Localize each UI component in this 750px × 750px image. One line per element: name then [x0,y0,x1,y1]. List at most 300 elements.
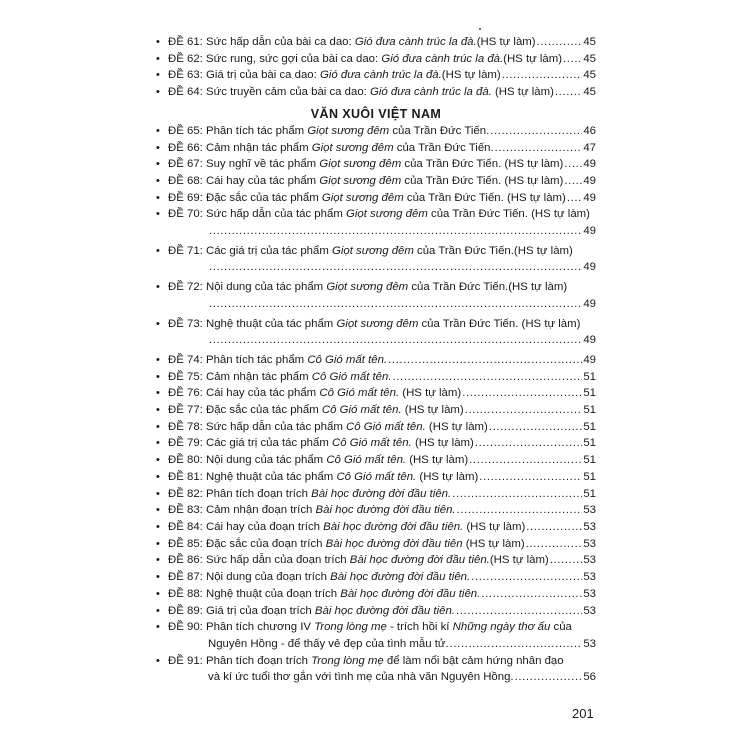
entry-number: ĐỀ 74: [168,353,203,366]
entry-text-group [168,279,567,296]
bullet-icon: • [156,537,160,550]
toc-entry [156,502,596,519]
entry-text: Sức hấp dẫn của tác phẩm [206,208,346,221]
entry-page: 49 [583,158,596,171]
entry-page: 45 [583,69,596,82]
entry-note: (HS tự làm) [503,191,566,204]
bullet-icon: • [156,158,160,171]
entry-text: Suy nghĩ về tác phẩm [206,158,320,171]
entry-number: ĐỀ 77: [168,404,203,417]
toc-entry [156,67,596,84]
leader-dots [515,669,583,686]
entry-number: ĐỀ 79: [168,437,203,450]
bullet-icon: • [156,281,160,294]
entry-title-italic: Giọt sương đêm [307,124,390,137]
leader-dots [564,173,582,190]
entry-text-line2: Nguyên Hồng - để thấy vẻ đẹp của tình mẫu tử. [208,637,449,650]
leader-dots [567,190,582,207]
entry-number: ĐỀ 89: [168,604,203,617]
entry-text: Phân tích đoạn trích [206,654,312,667]
entry-title-italic: Bài học đường đời đầu tiên. [340,587,481,600]
entry-text: (HS tự làm) [411,437,474,450]
entry-text: của Trần Đức Tiến. [427,208,528,221]
toc-entry [156,402,596,419]
entry-line [168,603,596,620]
toc-entry [156,552,596,569]
entry-page: 51 [583,454,596,467]
leader-dots [465,402,583,419]
entry-line [168,519,596,536]
entry-line [168,156,596,173]
toc-entry [156,519,596,536]
entry-number: ĐỀ 70: [168,208,203,221]
leader-dots [209,332,582,349]
entry-page: 51 [583,420,596,433]
entry-number: ĐỀ 90: [168,621,203,634]
entry-text-group [168,156,563,173]
entry-number: ĐỀ 71: [168,244,203,257]
entry-text: (HS tự làm) [441,69,501,82]
leader-dots [475,435,582,452]
entry-text-group [168,352,387,369]
entry-line [168,402,596,419]
entry-text: Cái hay của tác phẩm [206,387,320,400]
entry-title-italic: Bài học đường đời đầu tiên. [323,520,464,533]
leader-dots [452,486,582,503]
entry-title-italic: Bài học đường đời đầu tiên [325,537,463,550]
entry-number: ĐỀ 80: [168,454,203,467]
entry-text: (HS tự làm) [399,387,462,400]
bullet-icon: • [156,554,160,567]
entry-text-group [168,316,580,333]
entry-text: Sức hấp dẫn của bài ca dao: [206,36,355,48]
entry-text: của Trần Đức Tiến. [413,244,514,257]
entry-note: (HS tự làm) [513,244,573,257]
entry-text: Cái hay của tác phẩm [206,174,320,187]
bullet-icon: • [156,604,160,617]
entry-text-group [168,51,562,68]
entry-line-2 [168,223,596,240]
entry-text-group [168,123,489,140]
entry-text-group [168,67,501,84]
leader-dots [526,519,582,536]
entry-page: 51 [583,470,596,483]
entry-note: (HS tự làm) [501,174,564,187]
entry-text: Nội dung của đoạn trích [206,571,331,584]
entry-text: Các giá trị của tác phẩm [206,437,332,450]
toc-entry [156,316,596,349]
entry-text: Nghệ thuật của đoạn trích [206,587,341,600]
entry-number: ĐỀ 67: [168,158,203,171]
toc-entry [156,123,596,140]
entry-number: ĐỀ 65: [168,124,203,137]
entry-line [168,552,596,569]
entry-number: ĐỀ 87: [168,571,203,584]
entry-text: của [550,621,572,634]
entry-text: (HS tự làm) [401,404,464,417]
entry-number: ĐỀ 69: [168,191,203,204]
bullet-icon: • [156,52,160,65]
bullet-icon: • [156,404,160,417]
entry-page: 53 [583,537,596,550]
bullet-icon: • [156,86,160,99]
toc-entry [156,385,596,402]
entry-number: ĐỀ 66: [168,141,203,154]
entry-text-group [168,486,451,503]
bullet-icon: • [156,420,160,433]
entry-text-group [168,190,566,207]
entry-text: Sức hấp dẫn của đoạn trích [206,554,350,567]
entry-page: 51 [583,387,596,400]
leader-dots [209,296,582,313]
toc-entry [156,419,596,436]
bullet-icon: • [156,317,160,330]
entry-text: Nghệ thuật của tác phẩm [206,470,337,483]
toc-entry [156,435,596,452]
entry-note: (HS tự làm) [501,158,564,171]
entry-page: 47 [583,141,596,154]
entry-text: Cái hay của đoạn trích [206,520,324,533]
toc-entry [156,84,596,101]
leader-dots [479,469,582,486]
entry-text-group [168,502,456,519]
toc-entry [156,190,596,207]
entry-text: Phân tích đoạn trích [206,487,312,500]
toc-entry [156,156,596,173]
toc-entry [156,536,596,553]
entry-note: (HS tự làm) [508,281,568,294]
entry-line [168,452,596,469]
entry-number: ĐỀ 75: [168,370,203,383]
bullet-icon: • [156,504,160,517]
entry-text-group [168,452,468,469]
leader-dots [481,586,582,603]
entry-line [168,34,596,51]
entry-text: (HS tự làm) [476,36,536,48]
leader-dots [502,67,583,84]
toc-entry [156,279,596,312]
toc-entry [156,34,596,51]
bullet-icon: • [156,36,160,48]
toc-entry [156,452,596,469]
entry-number: ĐỀ 86: [168,554,203,567]
entry-line [168,243,596,260]
entry-line [168,569,596,586]
entry-line [168,586,596,603]
entry-text: của Trần Đức Tiến. [408,281,509,294]
entry-title-italic: Cô Gió mất tên. [326,454,407,467]
entry-number: ĐỀ 82: [168,487,203,500]
leader-dots [388,352,582,369]
leader-dots [471,569,582,586]
entry-text: (HS tự làm) [503,52,563,65]
entry-title-italic: Những ngày thơ ấu [452,621,551,634]
toc-entry [156,569,596,586]
entry-number: ĐỀ 61: [168,36,203,48]
entry-title-italic: Trong lòng mẹ [314,621,387,634]
entry-page: 51 [583,404,596,417]
leader-dots [462,385,582,402]
entry-text: Nội dung của tác phẩm [206,454,327,467]
entry-text-group [168,569,470,586]
entry-number: ĐỀ 84: [168,520,203,533]
entry-text: Cảm nhận đoạn trích [206,504,316,517]
toc-entry [156,369,596,386]
entry-text: của Trần Đức Tiến. [403,191,504,204]
toc-entry [156,243,596,276]
entry-line [168,352,596,369]
bullet-icon: • [156,69,160,82]
entry-text-group [168,385,461,402]
entry-line [168,279,596,296]
entry-text: (HS tự làm) [425,420,488,433]
leader-dots [564,156,582,173]
entry-text: (HS tự làm) [406,454,469,467]
entry-line [168,469,596,486]
entry-page: 45 [583,52,596,65]
entry-line [168,123,596,140]
bullet-icon: • [156,244,160,257]
entry-text: của Trần Đức Tiến. [401,174,502,187]
entry-title-italic: Giọt sương đêm [336,317,419,330]
entry-number: ĐỀ 81: [168,470,203,483]
entry-page: 51 [583,437,596,450]
entry-text: Đặc sắc của tác phẩm [206,404,322,417]
toc-entry-90 [156,619,596,652]
toc-entry-91 [156,653,596,686]
bullet-icon: • [156,191,160,204]
bullet-icon: • [156,141,160,154]
entry-line-2 [168,332,596,349]
entry-text-group [168,84,554,101]
entry-title-italic: Giọt sương đêm [321,191,404,204]
entry-number: ĐỀ 72: [168,281,203,294]
leader-dots [490,123,582,140]
entry-title-italic: Bài học đường đời đầu tiên. [349,554,490,567]
entry-text: (HS tự làm) [462,537,525,550]
toc-entry [156,469,596,486]
entry-text: của Trần Đức Tiến. [389,124,490,137]
entry-text: Cảm nhận tác phẩm [206,141,312,154]
entry-text: (HS tự làm) [416,470,479,483]
page-number: 201 [572,706,594,721]
toc-group-giot-suong-dem-wrapped [156,206,596,349]
entry-text: (HS tự làm) [491,86,554,99]
entry-text: (HS tự làm) [489,554,549,567]
entry-text: Giá trị của đoạn trích [206,604,315,617]
entry-line [168,51,596,68]
toc-group-giot-suong-dem [156,123,596,207]
bullet-icon: • [156,454,160,467]
entry-page: 49 [583,191,596,204]
entry-page: 53 [583,637,596,650]
table-of-contents [156,34,596,686]
entry-text: Sức truyền cảm của bài ca dao: [206,86,371,99]
section-title: VĂN XUÔI VIỆT NAM [310,106,442,121]
entry-title-italic: Bài học đường đời đầu tiên. [311,487,452,500]
entry-line [168,173,596,190]
bullet-icon: • [156,208,160,221]
entry-text-group [168,419,488,436]
leader-dots [555,84,582,101]
toc-group-ca-dao [156,34,596,101]
entry-title-italic: Gió đưa cành trúc la đà. [381,52,504,65]
bullet-icon: • [156,174,160,187]
entry-page: 49 [583,297,596,310]
bullet-icon: • [156,470,160,483]
entry-line [168,316,596,333]
entry-title-italic: Giọt sương đêm [319,174,402,187]
leader-dots [563,51,582,68]
entry-text-group [168,369,392,386]
entry-text-group [168,469,478,486]
leader-dots [209,223,582,240]
entry-text: Phân tích chương IV [206,621,315,634]
bullet-icon: • [156,387,160,400]
toc-entry [156,51,596,68]
entry-page: 45 [583,86,596,99]
entry-text: Nội dung của tác phẩm [206,281,327,294]
entry-line [168,190,596,207]
entry-number: ĐỀ 64: [168,86,203,99]
entry-text-group [168,402,464,419]
entry-title-italic: Bài học đường đời đầu tiên. [315,504,456,517]
bullet-icon: • [156,487,160,500]
entry-title-italic: Giọt sương đêm [319,158,402,171]
entry-line [168,536,596,553]
entry-page: 49 [583,353,596,366]
entry-text: Phân tích tác phẩm [206,124,308,137]
entry-number: ĐỀ 76: [168,387,203,400]
bullet-icon: • [156,370,160,383]
toc-entry [156,603,596,620]
entry-text: Giá trị của bài ca dao: [206,69,320,82]
entry-note: (HS tự làm) [518,317,581,330]
toc-group-co-gio-bai-hoc [156,352,596,619]
entry-title-italic: Cô Gió mất tên. [319,387,400,400]
toc-entry [156,206,596,239]
entry-title-italic: Giọt sương đêm [311,141,394,154]
entry-title-italic: Cô Gió mất tên. [311,370,392,383]
bullet-icon: • [156,621,160,634]
bullet-icon: • [156,520,160,533]
entry-title-italic: Cô Gió mất tên. [332,437,412,450]
entry-number: ĐỀ 63: [168,69,203,82]
entry-number: ĐỀ 78: [168,420,203,433]
entry-page: 45 [583,36,596,48]
entry-note: (HS tự làm) [527,208,590,221]
entry-title-italic: Gió đưa cành trúc la đà. [354,36,477,48]
entry-number: ĐỀ 73: [168,317,203,330]
leader-dots [393,369,583,386]
entry-page: 53 [583,504,596,517]
entry-text-group [168,435,474,452]
toc-entry [156,586,596,603]
leader-dots [457,502,583,519]
leader-dots [456,603,582,620]
entry-title-italic: Gió đưa cành trúc la đà. [370,86,492,99]
entry-number: ĐỀ 68: [168,174,203,187]
entry-title-italic: Giọt sương đêm [345,208,428,221]
entry-page: 53 [583,587,596,600]
entry-text: Sức rung, sức gợi của bài ca dao: [206,52,382,65]
entry-text-group [168,140,494,157]
entry-text: để làm nổi bật cảm hứng nhân đạo [383,654,564,667]
leader-dots [537,34,583,51]
entry-number: ĐỀ 62: [168,52,203,65]
entry-page: 56 [583,671,596,684]
entry-page: 51 [583,370,596,383]
entry-line-2 [168,259,596,276]
toc-entry [156,173,596,190]
leader-dots [526,536,583,553]
entry-title-italic: Cô Gió mất tên. [345,420,426,433]
entry-title-italic: Giọt sương đêm [332,244,414,257]
toc-entry [156,352,596,369]
entry-page: 51 [583,487,596,500]
entry-line [168,419,596,436]
entry-title-italic: Cô Gió mất tên. [321,404,402,417]
entry-text-group [168,173,563,190]
entry-text: Nghệ thuật của tác phẩm [206,317,337,330]
entry-text-group [168,586,480,603]
toc-entry [156,486,596,503]
entry-page: 53 [583,604,596,617]
entry-line [168,84,596,101]
entry-text-group [168,206,590,223]
entry-page: 49 [583,225,596,238]
entry-number: ĐỀ 83: [168,504,203,517]
entry-text-group [168,603,455,620]
entry-line [168,369,596,386]
entry-page: 49 [583,334,596,347]
entry-text: (HS tự làm) [463,520,526,533]
entry-line [168,385,596,402]
entry-text: Phân tích tác phẩm [206,353,308,366]
bullet-icon: • [156,654,160,667]
entry-text: của Trần Đức Tiến. [393,141,494,154]
entry-text: của Trần Đức Tiến. [401,158,502,171]
entry-text: Đặc sắc của tác phẩm [206,191,322,204]
leader-dots [495,140,583,157]
print-speck [479,28,481,30]
bullet-icon: • [156,437,160,450]
entry-title-italic: Bài học đường đời đầu tiên. [330,571,471,584]
entry-title-italic: Cô Gió mất tên. [307,353,388,366]
entry-title-italic: Gió đưa cành trúc la đà. [319,69,442,82]
toc-entry [156,140,596,157]
entry-title-italic: Giọt sương đêm [326,281,409,294]
entry-text-group [168,34,536,51]
entry-text: Đặc sắc của đoạn trích [206,537,326,550]
entry-page: 53 [583,520,596,533]
leader-dots [489,419,583,436]
entry-title-italic: Bài học đường đời đầu tiên. [314,604,455,617]
entry-text: - trích hồi kí [386,621,453,634]
entry-page: 53 [583,554,596,567]
entry-line [168,67,596,84]
entry-text-line2: và kí ức tuổi thơ gắn với tình mẹ của nhà văn Nguyên Hồng. [208,671,514,684]
entry-text-group [168,536,525,553]
entry-line [168,140,596,157]
entry-line [168,486,596,503]
entry-text: của Trần Đức Tiến. [418,317,519,330]
entry-title-italic: Trong lòng mẹ [311,654,384,667]
entry-page: 49 [583,174,596,187]
leader-dots [469,452,582,469]
entry-text-group [168,243,573,260]
entry-text-group [168,519,525,536]
